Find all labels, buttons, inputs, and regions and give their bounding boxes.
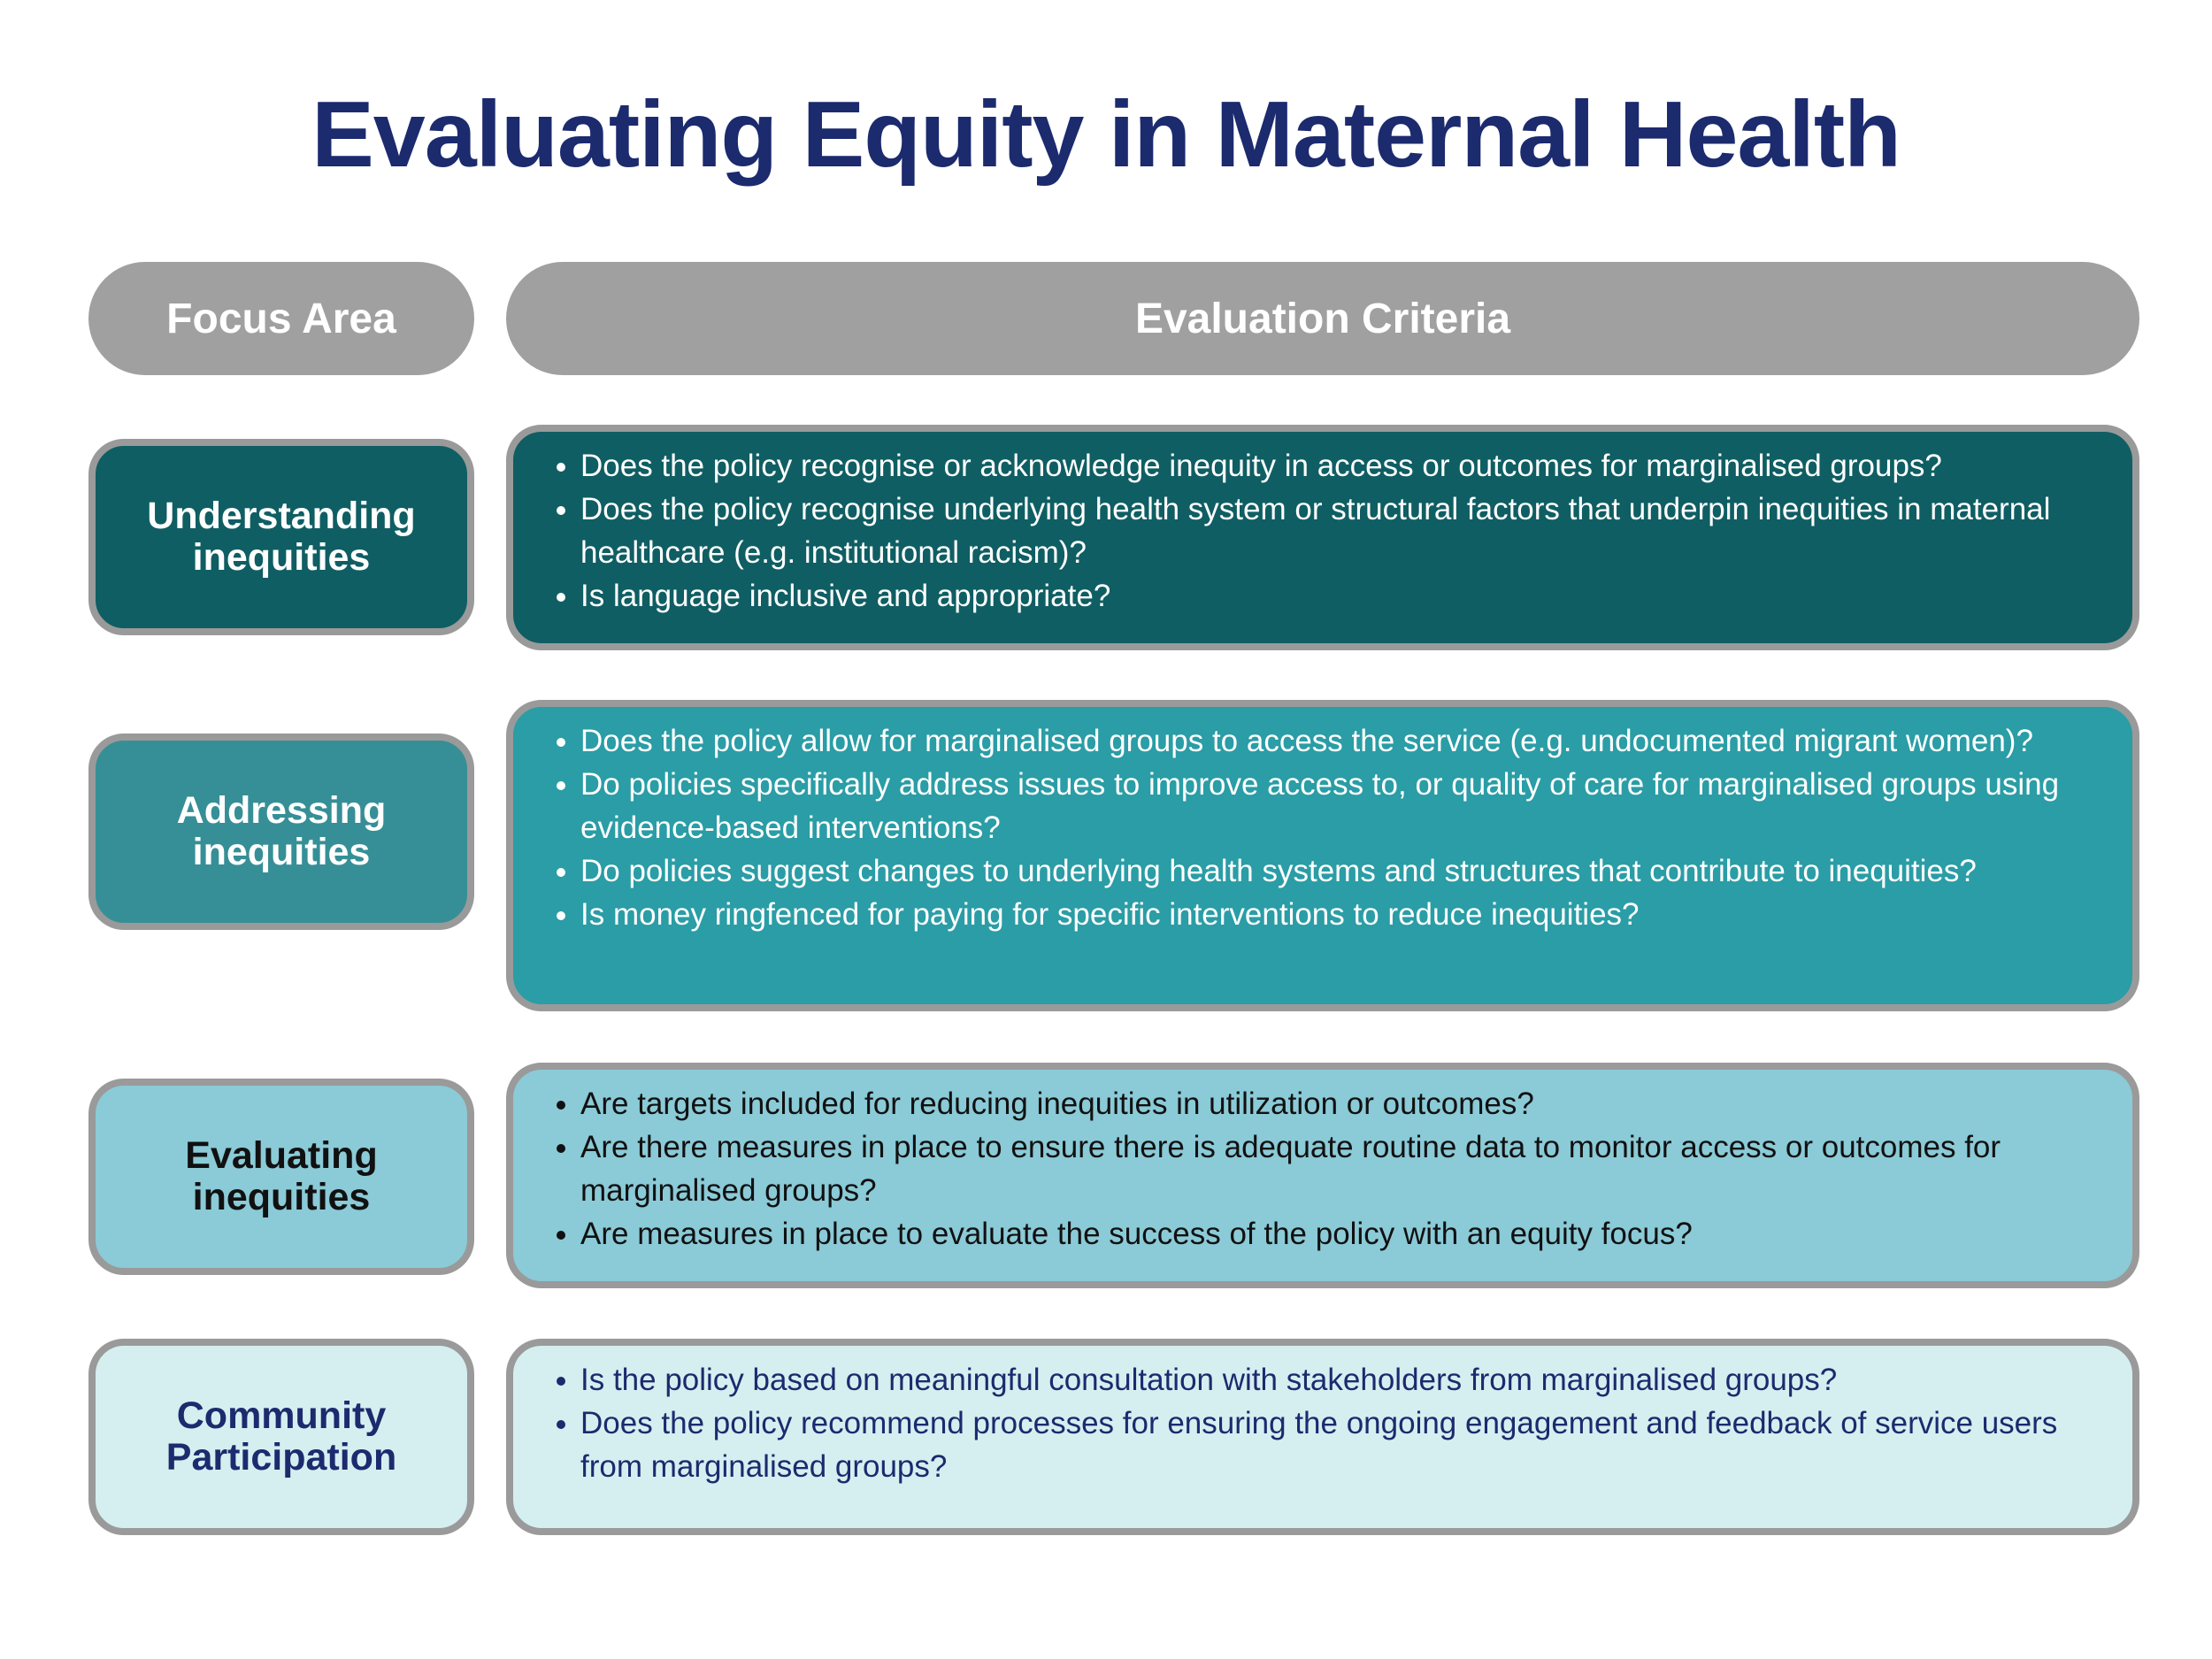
criteria-item: • Is the policy based on meaningful consultation with stakeholders from marginalised groups? <box>580 1358 2109 1402</box>
criteria-list <box>543 1082 2109 1256</box>
criteria-item: • Are targets included for reducing inequities in utilization or outcomes? <box>580 1082 2109 1125</box>
criteria-list <box>543 1358 2109 1488</box>
criteria-box-addressing-inequities <box>506 700 2139 1011</box>
criteria-box-community-participation <box>506 1339 2139 1535</box>
criteria-item: • Does the policy allow for marginalised groups to access the service (e.g. undocumented migrant women)? <box>580 719 2109 763</box>
page-title: Evaluating Equity in Maternal Health <box>311 82 1901 187</box>
criteria-box-evaluating-inequities <box>506 1063 2139 1288</box>
evaluation-criteria-header <box>506 262 2139 375</box>
criteria-item: • Do policies suggest changes to underlying health systems and structures that contribute to inequities? <box>580 849 2109 893</box>
focus-area-header <box>88 262 474 375</box>
criteria-item: • Does the policy recognise underlying health system or structural factors that underpin inequities in maternal healthcare (e.g. institutional racism)? <box>580 488 2109 574</box>
focus-label: Evaluating inequities <box>185 1134 378 1218</box>
criteria-item: • Does the policy recognise or acknowledge inequity in access or outcomes for marginalised groups? <box>580 444 2109 488</box>
focus-label: Understanding inequities <box>147 495 416 579</box>
focus-box-community-participation <box>88 1339 474 1535</box>
focus-label: Community Participation <box>165 1394 397 1479</box>
focus-area-header-label: Focus Area <box>166 295 396 342</box>
criteria-item: • Is language inclusive and appropriate? <box>580 574 2109 618</box>
focus-box-understanding-inequities <box>88 439 474 635</box>
criteria-box-understanding-inequities <box>506 425 2139 650</box>
criteria-item: • Is money ringfenced for paying for specific interventions to reduce inequities? <box>580 893 2109 936</box>
evaluation-criteria-header-label: Evaluation Criteria <box>1134 295 1511 342</box>
criteria-item: • Are there measures in place to ensure there is adequate routine data to monitor access or outcomes for marginalised groups? <box>580 1125 2109 1212</box>
criteria-list <box>543 719 2109 936</box>
focus-label: Addressing inequities <box>176 789 387 873</box>
criteria-item: • Are measures in place to evaluate the success of the policy with an equity focus? <box>580 1212 2109 1256</box>
criteria-item: • Do policies specifically address issues to improve access to, or quality of care for marginalised groups using evidence-based interventions? <box>580 763 2109 849</box>
criteria-item: • Does the policy recommend processes for ensuring the ongoing engagement and feedback of service users from marginalised groups? <box>580 1402 2109 1488</box>
focus-box-addressing-inequities <box>88 733 474 930</box>
criteria-list <box>543 444 2109 618</box>
focus-box-evaluating-inequities <box>88 1079 474 1275</box>
